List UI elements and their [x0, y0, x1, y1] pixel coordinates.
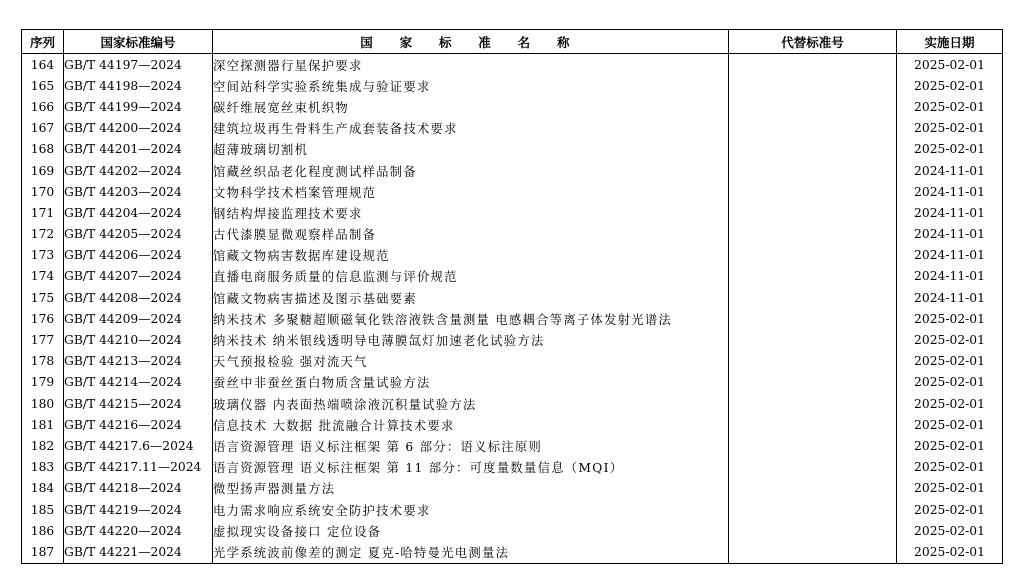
- date-cell: 2025-02-01: [897, 499, 1003, 520]
- standard-name-cell: 微型扬声器测量方法: [213, 478, 729, 499]
- standard-name-cell: 深空探测器行星保护要求: [213, 54, 729, 76]
- standard-code-cell: GB/T 44205—2024: [64, 224, 213, 245]
- replaces-cell: [729, 308, 897, 329]
- standard-name-cell: 馆藏文物病害数据库建设规范: [213, 245, 729, 266]
- standard-name-cell: 语言资源管理 语义标注框架 第 6 部分：语义标注原则: [213, 435, 729, 456]
- header-name: 国 家 标 准 名 称: [213, 30, 729, 54]
- standard-name-cell: 文物科学技术档案管理规范: [213, 181, 729, 202]
- seq-cell: 177: [22, 329, 64, 350]
- standard-name-cell: 直播电商服务质量的信息监测与评价规范: [213, 266, 729, 287]
- table-row: [22, 499, 1003, 520]
- table-row: [22, 393, 1003, 414]
- standard-name-cell: 玻璃仪器 内表面热端喷涂液沉积量试验方法: [213, 393, 729, 414]
- table-row: [22, 478, 1003, 499]
- standard-name-cell: 馆藏丝织品老化程度测试样品制备: [213, 160, 729, 181]
- table-row: [22, 181, 1003, 202]
- table-row: [22, 224, 1003, 245]
- replaces-cell: [729, 245, 897, 266]
- standard-code-cell: GB/T 44213—2024: [64, 351, 213, 372]
- standard-code-cell: GB/T 44202—2024: [64, 160, 213, 181]
- replaces-cell: [729, 224, 897, 245]
- date-cell: 2024-11-01: [897, 181, 1003, 202]
- standard-code-cell: GB/T 44203—2024: [64, 181, 213, 202]
- standard-code-cell: GB/T 44201—2024: [64, 139, 213, 160]
- standard-name-cell: 纳米技术 纳米银线透明导电薄膜氙灯加速老化试验方法: [213, 329, 729, 350]
- standard-name-cell: 建筑垃圾再生骨料生产成套装备技术要求: [213, 118, 729, 139]
- standard-code-cell: GB/T 44218—2024: [64, 478, 213, 499]
- seq-cell: 175: [22, 287, 64, 308]
- seq-cell: 186: [22, 520, 64, 541]
- standard-code-cell: GB/T 44215—2024: [64, 393, 213, 414]
- standard-code-cell: GB/T 44200—2024: [64, 118, 213, 139]
- standard-code-cell: GB/T 44217.6—2024: [64, 435, 213, 456]
- date-cell: 2024-11-01: [897, 160, 1003, 181]
- standard-name-cell: 蚕丝中非蚕丝蛋白物质含量试验方法: [213, 372, 729, 393]
- standard-name-cell: 馆藏文物病害描述及图示基础要素: [213, 287, 729, 308]
- standard-code-cell: GB/T 44198—2024: [64, 75, 213, 96]
- replaces-cell: [729, 75, 897, 96]
- table-row: [22, 266, 1003, 287]
- date-cell: 2025-02-01: [897, 351, 1003, 372]
- standard-code-cell: GB/T 44221—2024: [64, 541, 213, 563]
- date-cell: 2025-02-01: [897, 329, 1003, 350]
- standard-name-cell: 电力需求响应系统安全防护技术要求: [213, 499, 729, 520]
- seq-cell: 164: [22, 54, 64, 76]
- replaces-cell: [729, 139, 897, 160]
- date-cell: 2024-11-01: [897, 287, 1003, 308]
- header-code: 国家标准编号: [64, 30, 213, 54]
- date-cell: 2024-11-01: [897, 202, 1003, 223]
- header-row: [22, 30, 1003, 54]
- standard-code-cell: GB/T 44206—2024: [64, 245, 213, 266]
- date-cell: 2024-11-01: [897, 266, 1003, 287]
- date-cell: 2024-11-01: [897, 224, 1003, 245]
- date-cell: 2025-02-01: [897, 457, 1003, 478]
- table-row: [22, 372, 1003, 393]
- header-replaces: 代替标准号: [729, 30, 897, 54]
- seq-cell: 179: [22, 372, 64, 393]
- replaces-cell: [729, 457, 897, 478]
- seq-cell: 181: [22, 414, 64, 435]
- replaces-cell: [729, 393, 897, 414]
- date-cell: 2025-02-01: [897, 541, 1003, 563]
- seq-cell: 173: [22, 245, 64, 266]
- replaces-cell: [729, 181, 897, 202]
- seq-cell: 178: [22, 351, 64, 372]
- standard-code-cell: GB/T 44197—2024: [64, 54, 213, 76]
- standard-code-cell: GB/T 44214—2024: [64, 372, 213, 393]
- table-row: [22, 457, 1003, 478]
- seq-cell: 169: [22, 160, 64, 181]
- seq-cell: 183: [22, 457, 64, 478]
- date-cell: 2025-02-01: [897, 54, 1003, 76]
- replaces-cell: [729, 160, 897, 181]
- replaces-cell: [729, 435, 897, 456]
- table-row: [22, 541, 1003, 563]
- table-row: [22, 160, 1003, 181]
- replaces-cell: [729, 329, 897, 350]
- seq-cell: 174: [22, 266, 64, 287]
- date-cell: 2025-02-01: [897, 372, 1003, 393]
- date-cell: 2025-02-01: [897, 75, 1003, 96]
- replaces-cell: [729, 202, 897, 223]
- header-seq: 序列: [22, 30, 64, 54]
- replaces-cell: [729, 372, 897, 393]
- date-cell: 2025-02-01: [897, 435, 1003, 456]
- table-row: [22, 287, 1003, 308]
- replaces-cell: [729, 478, 897, 499]
- table-header: [22, 30, 1003, 54]
- seq-cell: 182: [22, 435, 64, 456]
- standard-code-cell: GB/T 44220—2024: [64, 520, 213, 541]
- date-cell: 2025-02-01: [897, 118, 1003, 139]
- seq-cell: 180: [22, 393, 64, 414]
- standard-name-cell: 空间站科学实验系统集成与验证要求: [213, 75, 729, 96]
- seq-cell: 185: [22, 499, 64, 520]
- date-cell: 2025-02-01: [897, 414, 1003, 435]
- standard-code-cell: GB/T 44204—2024: [64, 202, 213, 223]
- standard-name-cell: 信息技术 大数据 批流融合计算技术要求: [213, 414, 729, 435]
- seq-cell: 184: [22, 478, 64, 499]
- standard-code-cell: GB/T 44210—2024: [64, 329, 213, 350]
- standard-name-cell: 虚拟现实设备接口 定位设备: [213, 520, 729, 541]
- standard-code-cell: GB/T 44209—2024: [64, 308, 213, 329]
- standard-name-cell: 纳米技术 多聚糖超顺磁氧化铁溶液铁含量测量 电感耦合等离子体发射光谱法: [213, 308, 729, 329]
- table-row: [22, 75, 1003, 96]
- replaces-cell: [729, 266, 897, 287]
- seq-cell: 166: [22, 96, 64, 117]
- table-row: [22, 118, 1003, 139]
- seq-cell: 168: [22, 139, 64, 160]
- seq-cell: 172: [22, 224, 64, 245]
- standard-code-cell: GB/T 44207—2024: [64, 266, 213, 287]
- standard-name-cell: 古代漆膜显微观察样品制备: [213, 224, 729, 245]
- standard-name-cell: 超薄玻璃切割机: [213, 139, 729, 160]
- replaces-cell: [729, 414, 897, 435]
- replaces-cell: [729, 351, 897, 372]
- replaces-cell: [729, 54, 897, 76]
- seq-cell: 167: [22, 118, 64, 139]
- date-cell: 2025-02-01: [897, 520, 1003, 541]
- date-cell: 2025-02-01: [897, 139, 1003, 160]
- standard-name-cell: 碳纤维展宽丝束机织物: [213, 96, 729, 117]
- table-row: [22, 202, 1003, 223]
- table-row: [22, 308, 1003, 329]
- table-row: [22, 520, 1003, 541]
- table-row: [22, 414, 1003, 435]
- replaces-cell: [729, 520, 897, 541]
- seq-cell: 171: [22, 202, 64, 223]
- standards-table: [21, 29, 1003, 564]
- replaces-cell: [729, 118, 897, 139]
- standard-code-cell: GB/T 44219—2024: [64, 499, 213, 520]
- replaces-cell: [729, 541, 897, 563]
- standard-code-cell: GB/T 44208—2024: [64, 287, 213, 308]
- table-row: [22, 435, 1003, 456]
- table-row: [22, 245, 1003, 266]
- replaces-cell: [729, 96, 897, 117]
- date-cell: 2025-02-01: [897, 308, 1003, 329]
- header-date: 实施日期: [897, 30, 1003, 54]
- standard-name-cell: 光学系统波前像差的测定 夏克-哈特曼光电测量法: [213, 541, 729, 563]
- replaces-cell: [729, 287, 897, 308]
- standard-code-cell: GB/T 44216—2024: [64, 414, 213, 435]
- date-cell: 2025-02-01: [897, 393, 1003, 414]
- table-body: [22, 54, 1003, 564]
- standard-code-cell: GB/T 44199—2024: [64, 96, 213, 117]
- seq-cell: 176: [22, 308, 64, 329]
- table-row: [22, 139, 1003, 160]
- table-row: [22, 351, 1003, 372]
- table-row: [22, 54, 1003, 76]
- table-row: [22, 96, 1003, 117]
- standard-code-cell: GB/T 44217.11—2024: [64, 457, 213, 478]
- seq-cell: 170: [22, 181, 64, 202]
- date-cell: 2025-02-01: [897, 478, 1003, 499]
- replaces-cell: [729, 499, 897, 520]
- date-cell: 2024-11-01: [897, 245, 1003, 266]
- standard-name-cell: 语言资源管理 语义标注框架 第 11 部分：可度量数量信息（MQI）: [213, 457, 729, 478]
- standard-name-cell: 钢结构焊接监理技术要求: [213, 202, 729, 223]
- standard-name-cell: 天气预报检验 强对流天气: [213, 351, 729, 372]
- table-row: [22, 329, 1003, 350]
- seq-cell: 187: [22, 541, 64, 563]
- date-cell: 2025-02-01: [897, 96, 1003, 117]
- seq-cell: 165: [22, 75, 64, 96]
